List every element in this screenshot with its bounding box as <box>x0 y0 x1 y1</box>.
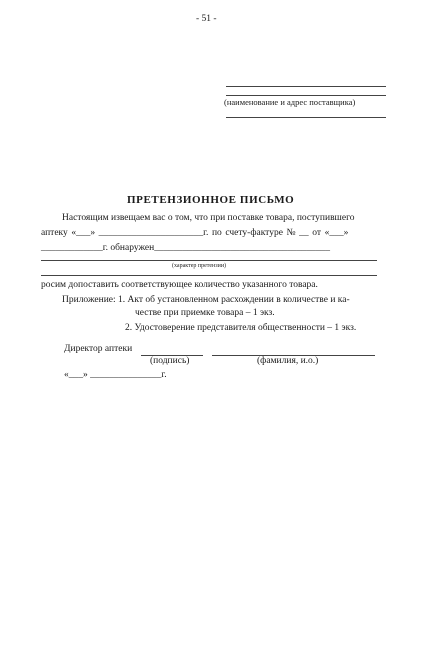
body-line-2: аптеку «___» ______________________г. по счету-фактуре № __ от «___» <box>41 228 349 238</box>
body-line-5: росим допоставить соответствующее количество указанного товара. <box>41 280 318 290</box>
signature-date: «___» _______________г. <box>64 370 167 380</box>
body-line-3: _____________г. обнаружен_____________________________________ <box>41 243 330 253</box>
supplier-line-3 <box>226 117 386 118</box>
supplier-line-2 <box>226 95 386 96</box>
claim-label: (характер претензии) <box>172 263 227 269</box>
signature-label: (подпись) <box>150 356 190 366</box>
director-label: Директор аптеки <box>64 344 133 354</box>
attachment-2: 2. Удостоверение представителя общественности – 1 экз. <box>125 323 357 333</box>
page-number: - 51 - <box>196 14 217 24</box>
supplier-label: (наименование и адрес поставщика) <box>224 97 356 107</box>
document-title: ПРЕТЕНЗИОННОЕ ПИСЬМО <box>127 194 295 206</box>
name-label: (фамилия, и.о.) <box>257 356 319 366</box>
attachment-1-cont: честве при приемке товара – 1 экз. <box>135 308 275 318</box>
claim-line-2 <box>41 275 377 276</box>
attachment-1: Приложение: 1. Акт об установленном расхождении в количестве и ка- <box>62 295 350 305</box>
supplier-line-1 <box>226 86 386 87</box>
body-line-1: Настоящим извещаем вас о том, что при поставке товара, поступившего <box>62 213 355 223</box>
claim-line-1 <box>41 260 377 261</box>
